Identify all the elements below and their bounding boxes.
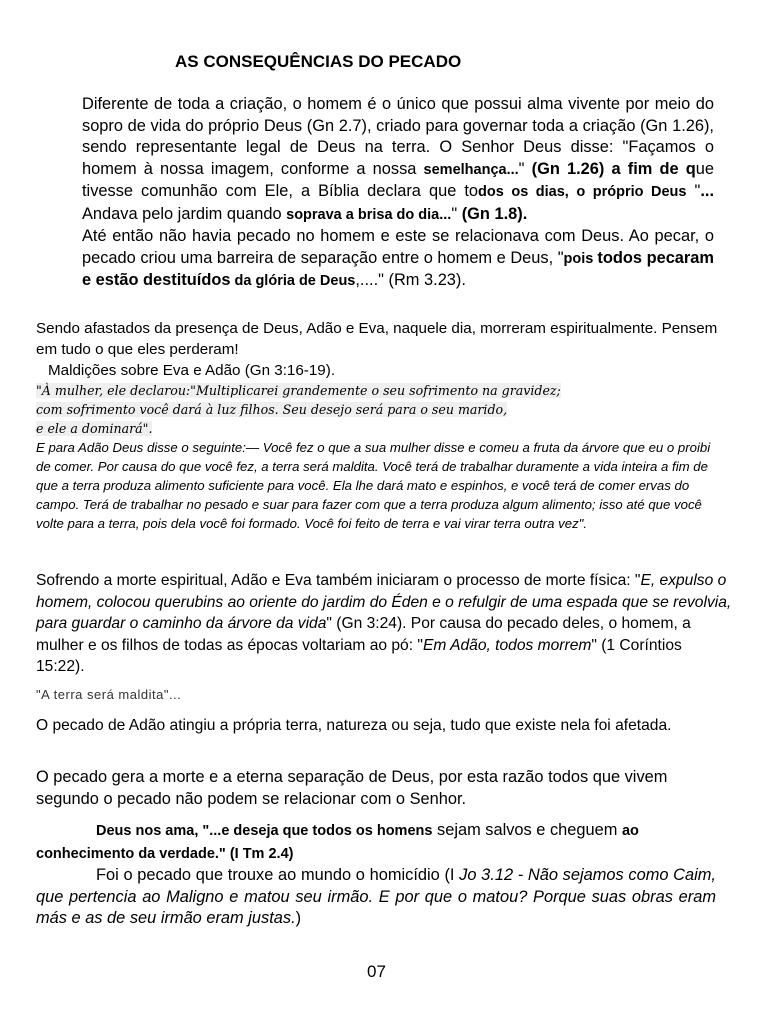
text-run: Diferente de toda a criação, o homem é o único que possui alma vivente por meio do sopro de vida do próprio Deus (Gn 2.7), criado para governar toda a criação (Gn 1.26), sendo representante legal de Deus na terra. O Senhor Deus disse: "Façamos o homem à nossa imagem, conforme a nossa [82, 95, 714, 178]
text-run: Deus nos ama, "...e deseja que todos os homens [96, 823, 433, 839]
paragraph [36, 570, 732, 678]
subheading: Maldições sobre Eva e Adão (Gn 3:16-19). [48, 362, 336, 379]
text-run: " [518, 159, 532, 178]
section-physical-death [36, 570, 732, 678]
text-run: Andava pelo jardim quando [82, 204, 287, 223]
text-run: E, expulso o homem, colocou querubins ao oriente do jardim do Éden e o refulgir de uma espada que se revolvia, para guardar o caminho da árvore da vida [36, 572, 732, 632]
text-run: Até então não havia pecado no homem e este se relacionava com Deus. Ao pecar, o pecado criou uma barreira de separação entre o homem e Deus, " [82, 227, 714, 267]
section-god-loves [36, 820, 716, 930]
intro-block [82, 94, 714, 293]
paragraph-separation: O pecado gera a morte e a eterna separação de Deus, por esta razão todos que vivem segundo o pecado não podem se relacionar com o Senhor. [36, 768, 668, 808]
paragraph [36, 865, 716, 930]
text-run: " (1 Coríntios 15:22). [36, 636, 682, 675]
text-run: Foi o pecado que trouxe ao mundo o homicídio (I [96, 866, 460, 884]
intro-paragraph-2 [82, 226, 714, 293]
paragraph-earth-affected: O pecado de Adão atingiu a própria terra, natureza ou seja, tudo que existe nela foi afetada. [36, 717, 672, 734]
intro-paragraph-1 [82, 94, 714, 226]
quote-line: com sofrimento você dará à luz filhos. Seu desejo será para o seu marido, [36, 402, 508, 417]
text-run: Em Adão, todos morrem [422, 636, 592, 654]
cursed-earth-caption: "A terra será maldita"... [36, 687, 182, 702]
text-run: Sofrendo a morte espiritual, Adão e Eva também iniciaram o processo de morte física: " [36, 572, 641, 589]
text-run: ) [295, 909, 302, 927]
text-run: dos os dias, o próprio Deus [478, 184, 687, 200]
text-run: (Gn 1.26) a fim de q [531, 159, 696, 178]
text-run: pois [563, 250, 598, 267]
text-run: Jo 3.12 - Não sejamos como Caim, que pertencia ao Maligno e matou seu irmão. E por que o matou? Porque suas obras eram más e as de seu irmão eram justas. [36, 866, 716, 927]
text-run: " (Gn 3:24). Por causa do pecado deles, o homem, a mulher e os filhos de todas as épocas voltariam ao pó: " [36, 615, 691, 654]
text-run: ao conhecimento da verdade." (I Tm 2.4) [36, 823, 639, 862]
text-run: semelhança... [423, 161, 519, 178]
text-run: soprava a brisa do dia... [286, 206, 452, 223]
curse-eve-quote [36, 381, 736, 438]
text-run: " [686, 182, 701, 200]
quote-line: "À mulher, ele declarou:"Multiplicarei grandemente o seu sofrimento na gravidez; [36, 383, 561, 398]
text-run: ... [700, 182, 715, 200]
page-title: AS CONSEQUÊNCIAS DO PECADO [175, 52, 462, 71]
quote-line: e ele a dominará". [36, 421, 153, 436]
paragraph [36, 820, 716, 865]
text-run: da glória de Deus [230, 273, 356, 289]
curse-adam-text: E para Adão Deus disse o seguinte:— Você fez o que a sua mulher disse e comeu a fruta da árvore que eu o proibi de comer. Por causa do que você fez, a terra será maldita. Você terá de trabalhar duramente a vida inteira a fim de que a terra produza alimento suficiente para você. Ela lhe dará mato e espinhos, e você terá de comer ervas do campo. Terá de trabalhar no pesado e suar para fazer com que a terra produza algum alimento; isso até que você volte para a terra, pois dela você foi formado. Você foi feito de terra e vai virar terra outra vez". [36, 440, 711, 532]
paragraph: Sendo afastados da presença de Deus, Adão e Eva, naquele dia, morreram espiritualmente. Pensem em tudo o que eles perderam! [36, 320, 718, 358]
text-run: " [451, 204, 462, 223]
text-run: ,...." (Rm 3.23). [355, 271, 466, 289]
text-run: (Gn 1.8). [461, 204, 528, 223]
section-consequences [36, 318, 736, 533]
text-run: todos pecaram e estão destituídos [82, 248, 714, 289]
page-number: 07 [367, 962, 386, 981]
text-run: sejam salvos e cheguem [432, 821, 622, 839]
text-run: ue tivesse comunhão com Ele, a Bíblia declara que to [82, 159, 714, 200]
